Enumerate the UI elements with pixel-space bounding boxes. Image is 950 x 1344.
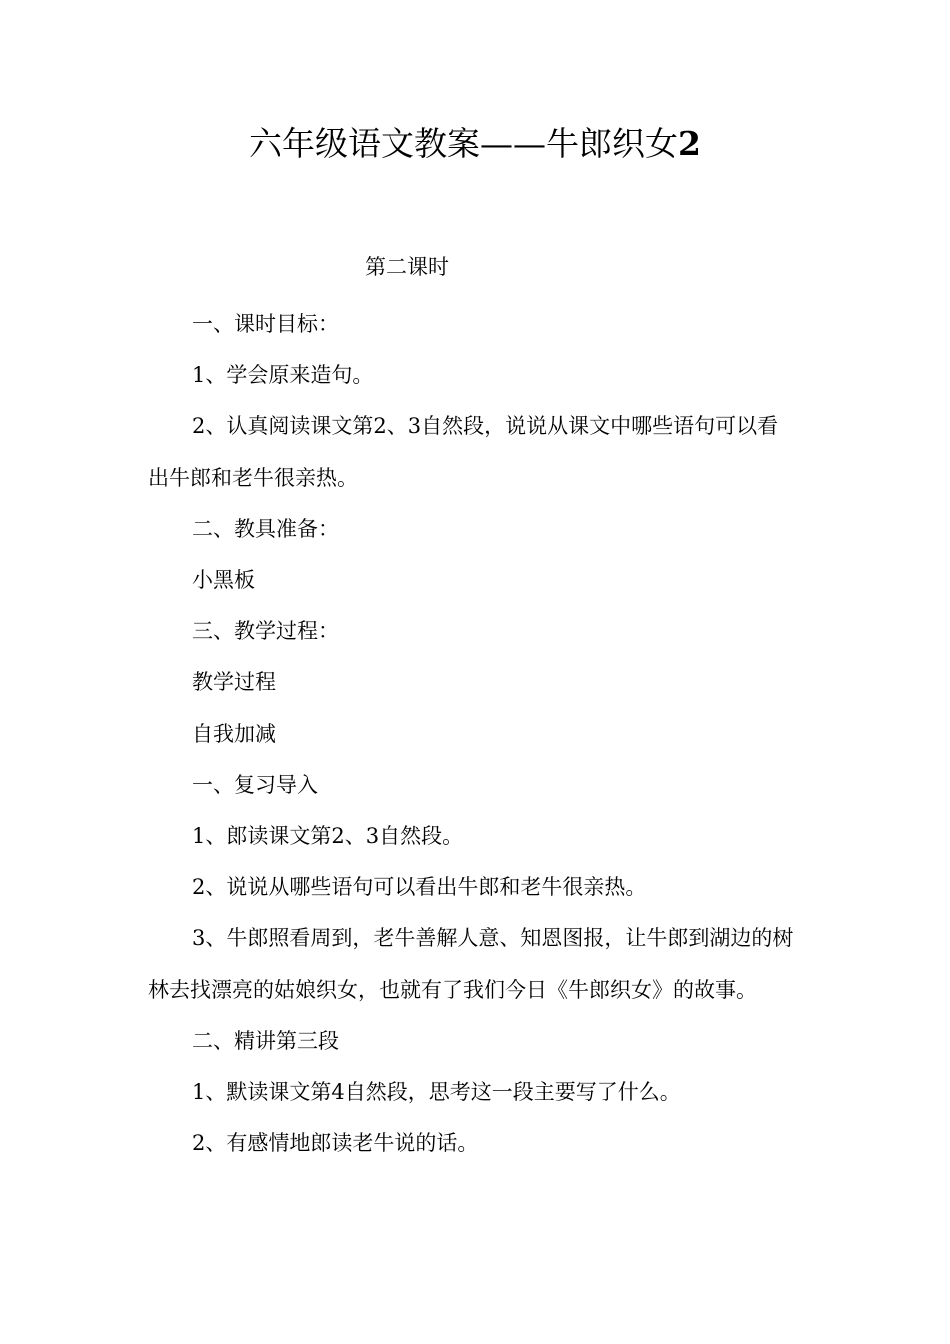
paragraph: 2、认真阅读课文第2、3自然段，说说从课文中哪些语句可以看出牛郎和老牛很亲热。 [148,414,779,490]
paragraph: 二、精讲第三段 [192,1028,339,1053]
document-title [0,122,950,166]
paragraph: 1、默读课文第4自然段，思考这一段主要写了什么。 [192,1080,681,1105]
title-text: 六年级语文教案——牛郎织女 [249,124,679,163]
lesson-subtitle: 第二课时 [365,255,449,279]
paragraph: 1、郎读课文第2、3自然段。 [192,824,464,849]
paragraph: 小黑板 [192,568,255,593]
paragraph: 2、有感情地郎读老牛说的话。 [192,1131,479,1156]
paragraph: 2、说说从哪些语句可以看出牛郎和老牛很亲热。 [192,875,647,900]
paragraph: 三、教学过程： [192,619,339,644]
paragraph: 3、牛郎照看周到，老牛善解人意、知恩图报，让牛郎到湖边的树林去找漂亮的姑娘织女，也就有了我们今日《牛郎织女》的故事。 [148,926,794,1002]
paragraph: 1、学会原来造句。 [192,363,374,388]
paragraph: 一、复习导入 [192,772,318,797]
paragraph: 一、课时目标： [192,312,339,336]
document-body [148,299,798,1169]
paragraph: 自我加减 [192,721,276,746]
paragraph: 二、教具准备： [192,516,339,541]
title-number: 2 [678,124,701,163]
paragraph: 教学过程 [192,670,276,695]
